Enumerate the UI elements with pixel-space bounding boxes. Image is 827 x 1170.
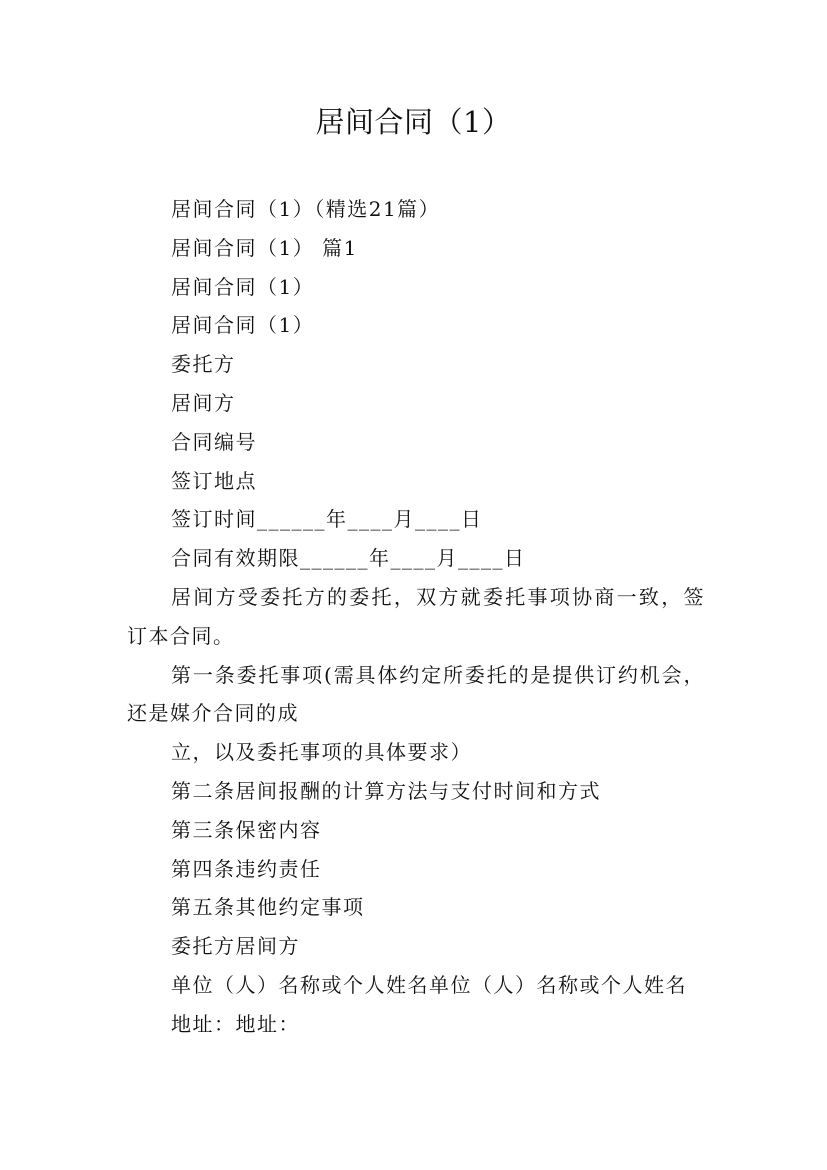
body-line-3: 居间合同（1） [171,274,315,299]
body-line-20: 地址：地址： [171,1011,300,1036]
body-line-15: 第三条保密内容 [171,817,322,842]
body-line-7: 合同编号 [171,429,257,454]
body-line-4: 居间合同（1） [171,313,315,338]
body-line-1: 居间合同（1）（精选21篇） [171,197,441,221]
document-body [127,190,705,1044]
body-line-6: 居间方 [171,390,236,415]
body-line-17: 第五条其他约定事项 [171,895,365,920]
body-paragraph-article-1: 第一条委托事项(需具体约定所委托的是提供订约机会，还是媒介合同的成 [127,662,705,726]
body-line-8: 签订地点 [171,468,257,493]
body-line-14: 第二条居间报酬的计算方法与支付时间和方式 [171,778,601,803]
body-line-2: 居间合同（1） 篇1 [171,235,358,260]
body-line-9: 签订时间______年____月____日 [171,507,483,532]
body-line-19: 单位（人）名称或个人姓名单位（人）名称或个人姓名 [171,972,687,997]
body-line-5: 委托方 [171,352,236,377]
body-paragraph-intro: 居间方受委托方的委托，双方就委托事项协商一致，签订本合同。 [127,584,705,648]
body-line-10: 合同有效期限______年____月____日 [171,546,526,571]
document-title: 居间合同（1） [315,105,512,139]
body-line-13: 立，以及委托事项的具体要求） [171,740,472,765]
body-line-16: 第四条违约责任 [171,856,322,881]
body-line-18: 委托方居间方 [171,934,300,959]
